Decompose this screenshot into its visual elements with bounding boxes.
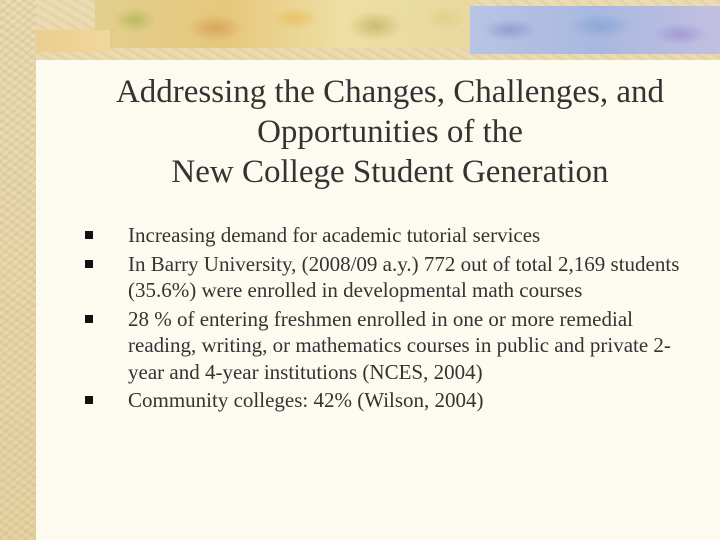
square-bullet-icon xyxy=(85,315,93,323)
square-bullet-icon xyxy=(85,396,93,404)
bullet-item xyxy=(83,387,683,414)
blue-pattern-decoration xyxy=(470,6,720,54)
bullet-item xyxy=(83,251,683,304)
bullet-text: In Barry University, (2008/09 a.y.) 772 out of total 2,169 students (35.6%) were enrolled in developmental math courses xyxy=(128,251,680,302)
title-line-1: Addressing the Changes, Challenges, and xyxy=(115,74,665,110)
leaf-pattern-decoration xyxy=(95,0,475,48)
title-line-2: Opportunities of the xyxy=(257,114,523,150)
square-bullet-icon xyxy=(85,231,93,239)
bullet-text: Community colleges: 42% (Wilson, 2004) xyxy=(128,388,484,412)
bullet-text: 28 % of entering freshmen enrolled in one or more remedial reading, writing, or mathematics courses in public and private 2-year and 4-year institutions (NCES, 2004) xyxy=(128,306,671,384)
slide-title xyxy=(60,72,720,192)
square-bullet-icon xyxy=(85,260,93,268)
bullet-list xyxy=(83,222,683,416)
title-line-3: New College Student Generation xyxy=(171,154,609,190)
bullet-text: Increasing demand for academic tutorial services xyxy=(128,223,541,247)
left-texture-strip xyxy=(0,0,36,540)
bullet-item xyxy=(83,306,683,386)
bullet-item xyxy=(83,222,683,249)
